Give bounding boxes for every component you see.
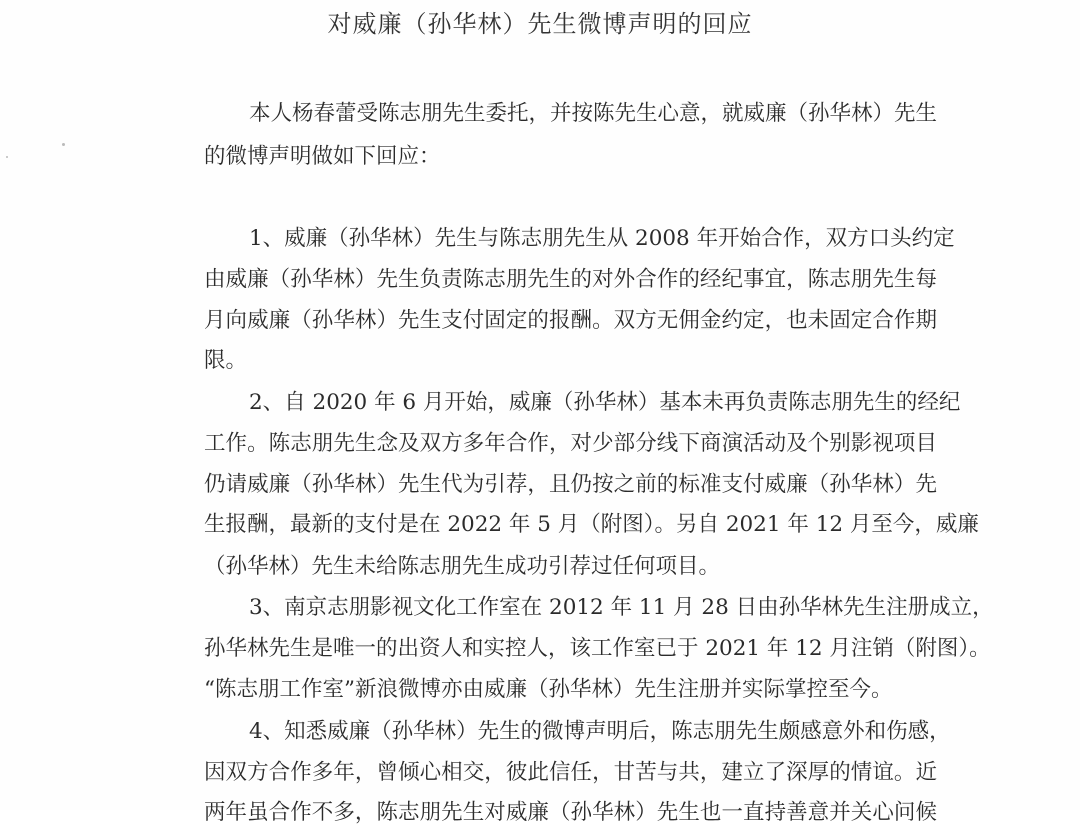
item-4-line: 因双方合作多年，曾倾心相交，彼此信任，甘苦与共，建立了深厚的情谊。近 [204, 760, 937, 785]
item-4-line-clipped: 两年虽合作不多，陈志朋先生对威廉（孙华林）先生也一直持善意并关心问候 [204, 800, 937, 825]
item-3-line: “陈志朋工作室”新浪微博亦由威廉（孙华林）先生注册并实际掌控至今。 [204, 677, 893, 702]
item-3-line: 孙华林先生是唯一的出资人和实控人，该工作室已于 2021 年 12 月注销（附图）。 [204, 636, 991, 661]
document-title: 对威廉（孙华林）先生微博声明的回应 [327, 10, 753, 38]
item-1-line: 限。 [204, 348, 248, 373]
intro-line: 的微博声明做如下回应： [204, 144, 441, 169]
item-1-line: 1、威廉（孙华林）先生与陈志朋先生从 2008 年开始合作，双方口头约定 [249, 226, 955, 251]
item-2-line: （孙华林）先生未给陈志朋先生成功引荐过任何项目。 [204, 554, 721, 579]
item-2-line: 仍请威廉（孙华林）先生代为引荐，且仍按之前的标准支付威廉（孙华林）先 [204, 472, 937, 497]
intro-line: 本人杨春蕾受陈志朋先生委托，并按陈先生心意，就威廉（孙华林）先生 [249, 101, 938, 126]
item-4-line: 4、知悉威廉（孙华林）先生的微博声明后，陈志朋先生颇感意外和伤感， [249, 719, 951, 744]
scan-speck [6, 156, 8, 158]
item-1-line: 由威廉（孙华林）先生负责陈志朋先生的对外合作的经纪事宜，陈志朋先生每 [204, 267, 937, 292]
item-2-line: 2、自 2020 年 6 月开始，威廉（孙华林）基本未再负责陈志朋先生的经纪 [249, 390, 961, 415]
scan-speck [62, 143, 65, 146]
item-2-line: 生报酬，最新的支付是在 2022 年 5 月（附图）。另自 2021 年 12 月至今，威廉 [204, 512, 979, 537]
item-1-line: 月向威廉（孙华林）先生支付固定的报酬。双方无佣金约定，也未固定合作期 [204, 308, 937, 333]
item-2-line: 工作。陈志朋先生念及双方多年合作，对少部分线下商演活动及个别影视项目 [204, 431, 937, 456]
item-3-line: 3、南京志朋影视文化工作室在 2012 年 11 月 28 日由孙华林先生注册成立， [249, 595, 994, 620]
